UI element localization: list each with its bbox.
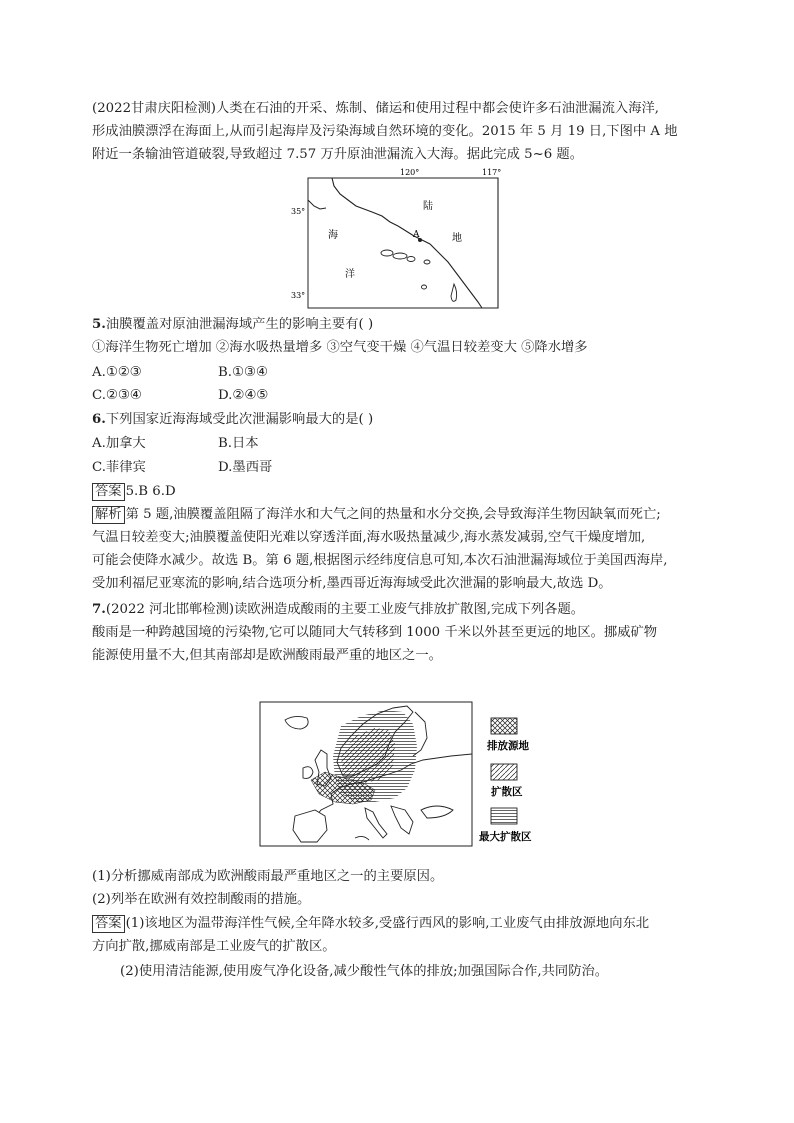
q6-option-a[interactable]: A.加拿大 xyxy=(92,436,146,451)
label-lu: 陆 xyxy=(423,201,433,212)
question-6 xyxy=(92,409,373,431)
answer-2-text-1: (1)该地区为温带海洋性气候,全年降水较多,受盛行西风的影响,工业废气由排放源地向东北 xyxy=(125,916,650,931)
answer-2-line-3: (2)使用清洁能源,使用废气净化设备,减少酸性气体的排放;加强国际合作,共同防治。 xyxy=(120,964,609,979)
coast-map xyxy=(290,164,510,312)
q5-option-c[interactable]: C.②③④ xyxy=(92,388,142,403)
lat-top-label: 35° xyxy=(291,207,306,216)
legend-source-swatch xyxy=(491,718,517,734)
q7-line-3: 能源使用量不大,但其南部却是欧洲酸雨最严重的地区之一。 xyxy=(92,648,442,663)
q6-number: 6. xyxy=(92,412,106,427)
question-5 xyxy=(92,314,373,336)
q6-option-b[interactable]: B.日本 xyxy=(218,436,259,451)
legend-max-swatch xyxy=(491,808,517,824)
intro-line-3: 附近一条输油管道破裂,导致超过 7.57 万升原油泄漏流入大海。据此完成 5~6 题。 xyxy=(92,147,584,162)
legend-spread-label: 扩散区 xyxy=(491,786,523,798)
island xyxy=(381,250,393,256)
answer-2-tag: 答案 xyxy=(92,915,125,933)
analysis-line-1 xyxy=(92,504,661,526)
legend-spread-swatch xyxy=(491,764,517,780)
lon-left-label: 120° xyxy=(400,168,420,177)
q5-number: 5. xyxy=(92,317,106,332)
answer-2-line-2: 方向扩散,挪威南部是工业废气的扩散区。 xyxy=(92,939,336,954)
label-di: 地 xyxy=(452,233,462,244)
answer-tag: 答案 xyxy=(92,483,125,501)
q5-option-b[interactable]: B.①③④ xyxy=(218,365,268,380)
q7-number: 7. xyxy=(92,602,106,617)
island xyxy=(393,253,407,259)
label-yang: 洋 xyxy=(345,269,355,280)
label-hai: 海 xyxy=(328,230,338,241)
answer-1-text: 5.B 6.D xyxy=(125,484,176,499)
legend-max-label: 最大扩散区 xyxy=(479,831,532,843)
legend-source-label: 排放源地 xyxy=(487,740,529,752)
analysis-line-3: 可能会使降水减少。故选 B。第 6 题,根据图示经纬度信息可知,本次石油泄漏海域位于美国西海岸, xyxy=(92,553,668,568)
intro-line-2: 形成油膜漂浮在海面上,从而引起海岸及污染海域自然环境的变化。2015 年 5 月 19 日,下图中 A 地 xyxy=(92,124,678,139)
q6-text: 下列国家近海海域受此次泄漏影响最大的是( ) xyxy=(105,412,374,427)
q5-option-a[interactable]: A.①②③ xyxy=(92,365,142,380)
island xyxy=(422,285,427,289)
q7-line-2: 酸雨是一种跨越国境的污染物,它可以随同大气转移到 1000 千米以外甚至更远的地区。挪威矿物 xyxy=(92,625,658,640)
question-7 xyxy=(92,599,584,621)
analysis-tag: 解析 xyxy=(92,506,125,524)
island xyxy=(424,260,430,264)
q7-sub-1: (1)分析挪威南部成为欧洲酸雨最严重地区之一的主要原因。 xyxy=(92,869,444,884)
answer-2-line-1 xyxy=(92,913,649,935)
q5-statements: ①海洋生物死亡增加 ②海水吸热量增多 ③空气变干燥 ④气温日较差变大 ⑤降水增多 xyxy=(92,340,588,355)
q6-option-d[interactable]: D.墨西哥 xyxy=(218,460,273,475)
island xyxy=(407,257,415,262)
analysis-line-2: 气温日较差变大;油膜覆盖使阳光难以穿透洋面,海水吸热量减少,海水蒸发减弱,空气干燥度增加, xyxy=(92,530,646,545)
lat-bottom-label: 33° xyxy=(291,291,306,300)
point-a-label: A xyxy=(413,230,420,240)
analysis-text-1: 第 5 题,油膜覆盖阻隔了海洋水和大气之间的热量和水分交换,会导致海洋生物因缺氧而死亡; xyxy=(125,507,661,522)
q7-sub-2: (2)列举在欧洲有效控制酸雨的措施。 xyxy=(92,892,311,907)
q6-option-c[interactable]: C.菲律宾 xyxy=(92,460,146,475)
lon-right-label: 117° xyxy=(482,168,502,177)
europe-acid-rain-map xyxy=(255,698,545,850)
q7-line-1: (2022 河北邯郸检测)读欧洲造成酸雨的主要工业废气排放扩散图,完成下列各题。 xyxy=(105,602,585,617)
q5-text: 油膜覆盖对原油泄漏海域产生的影响主要有( ) xyxy=(105,317,374,332)
answer-1 xyxy=(92,481,176,503)
q5-option-d[interactable]: D.②④⑤ xyxy=(218,388,269,403)
intro-line-1: (2022甘肃庆阳检测)人类在石油的开采、炼制、储运和使用过程中都会使许多石油泄漏流入海洋, xyxy=(92,101,660,116)
analysis-line-4: 受加利福尼亚寒流的影响,结合选项分析,墨西哥近海海域受此次泄漏的影响最大,故选 D。 xyxy=(92,576,612,591)
